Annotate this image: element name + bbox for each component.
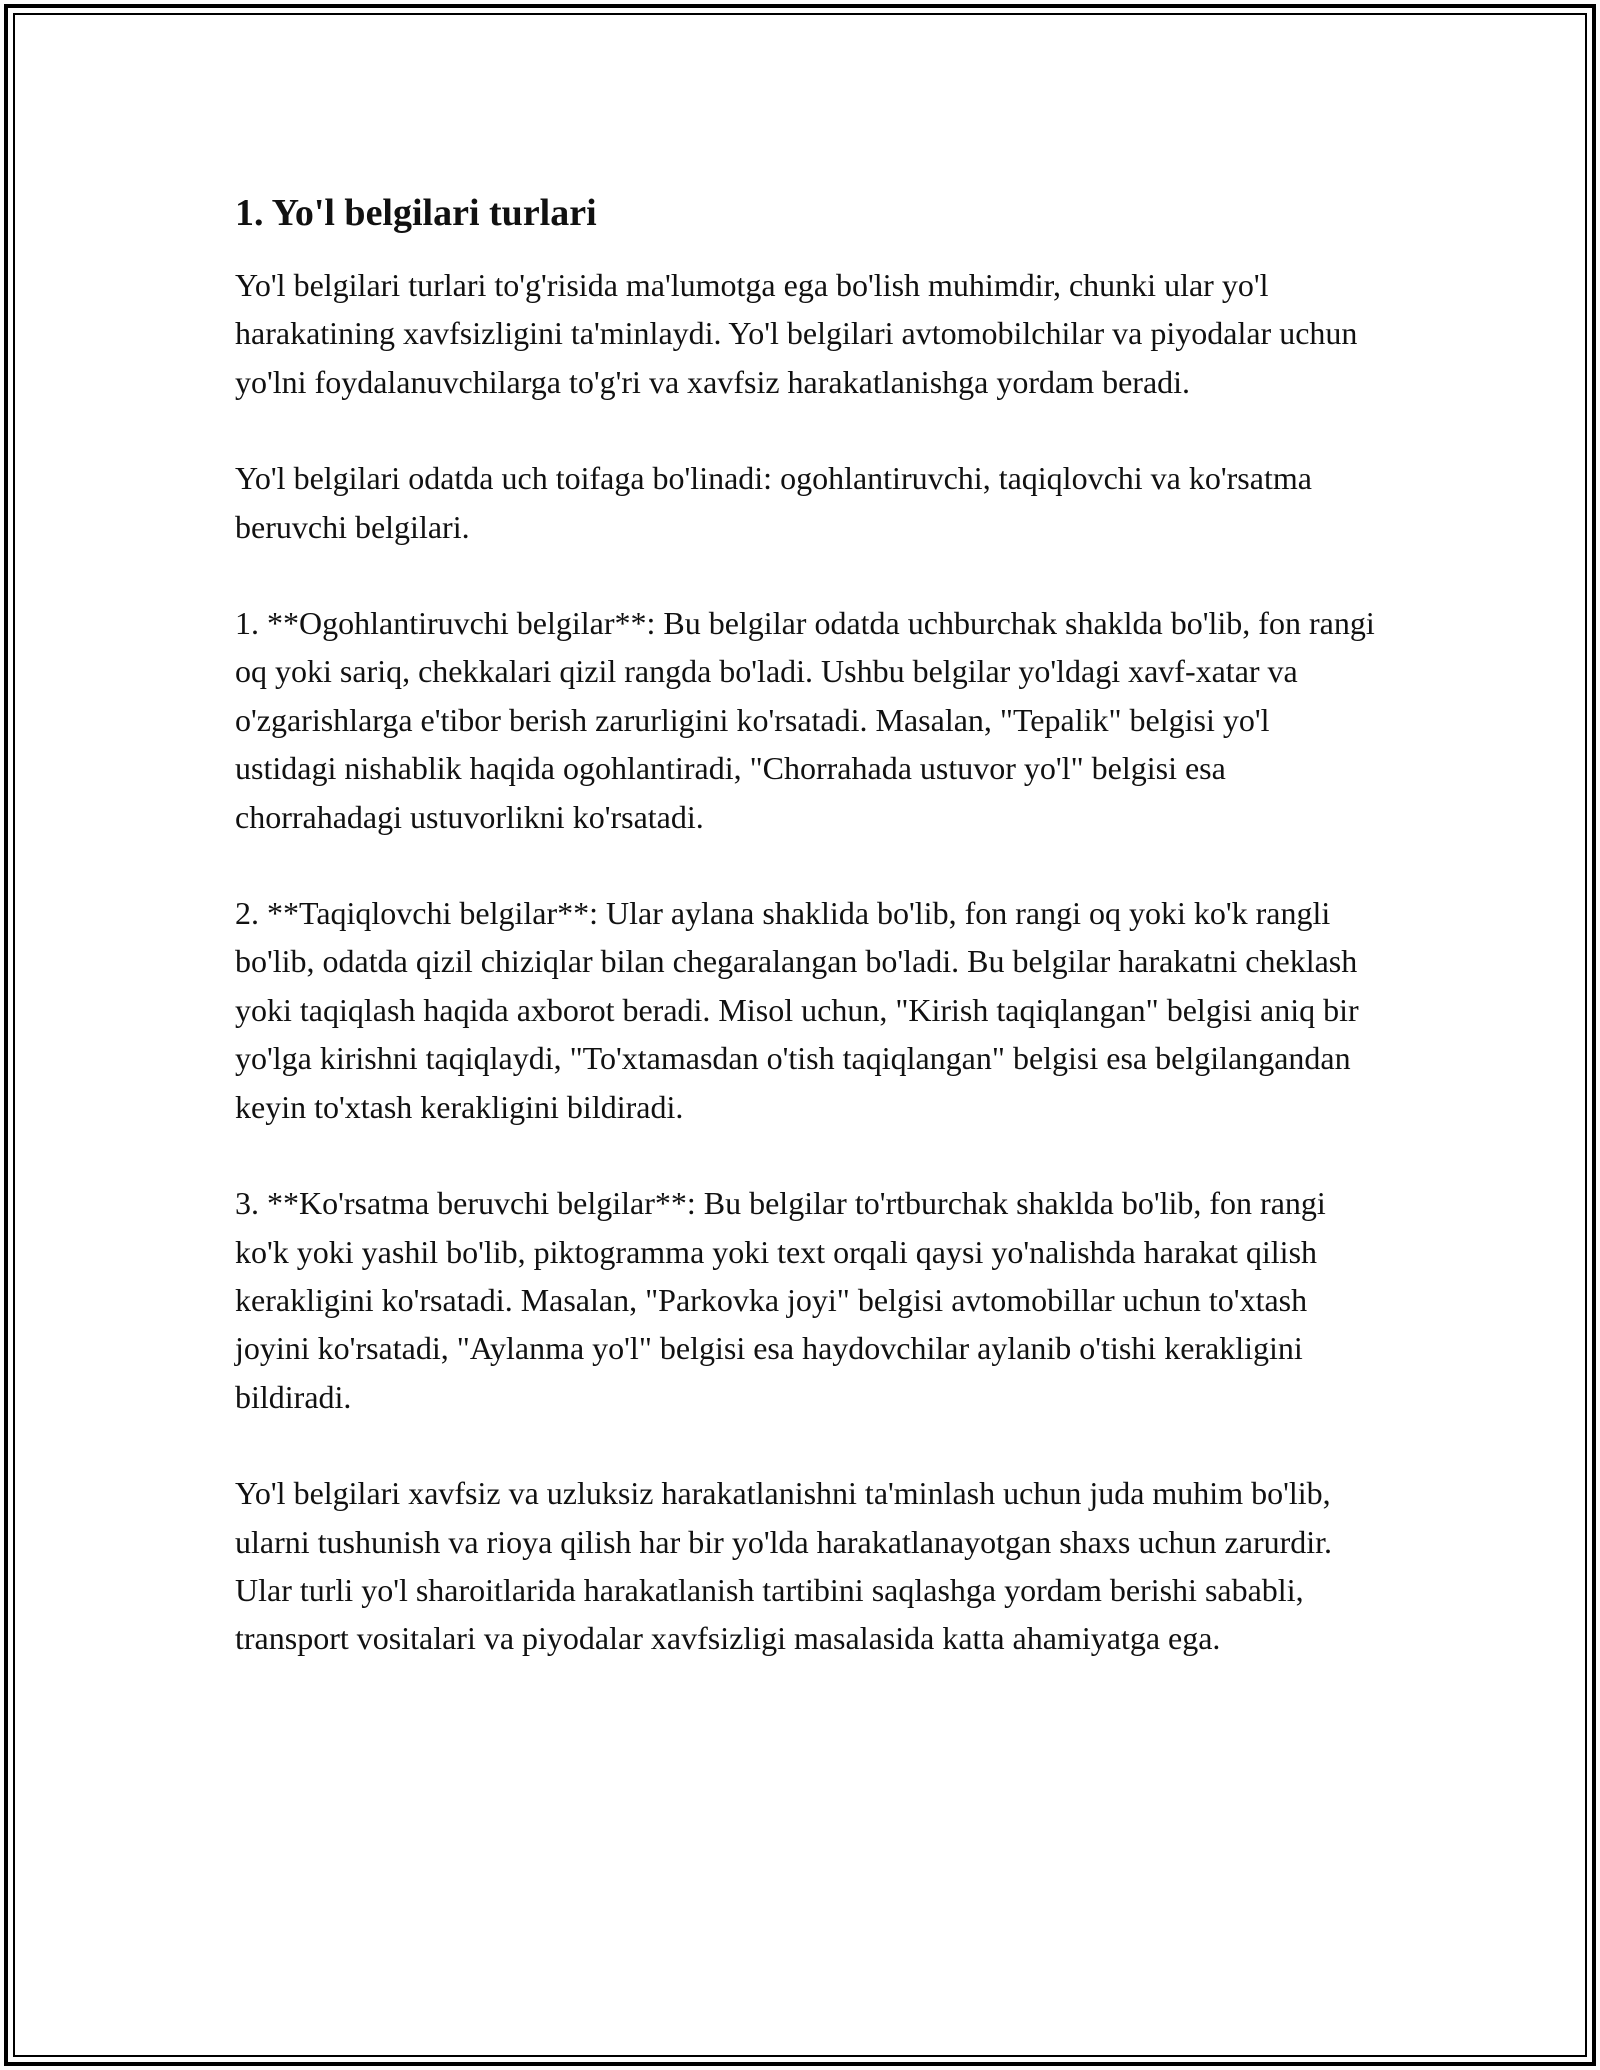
- paragraph-intro: Yo'l belgilari turlari to'g'risida ma'lumotga ega bo'lish muhimdir, chunki ular yo'l harakatining xavfsizligini ta'minlaydi. Yo'l belgilari avtomobilchilar va piyodalar uchun yo'lni foydalanuvchilarga to'g'ri va xavfsiz harakatlanishga yordam beradi.: [235, 267, 1358, 400]
- paragraph-categories: Yo'l belgilari odatda uch toifaga bo'linadi: ogohlantiruvchi, taqiqlovchi va ko'rsatma beruvchi belgilari.: [235, 460, 1312, 545]
- paragraph-warning-signs: 1. **Ogohlantiruvchi belgilar**: Bu belgilar odatda uchburchak shaklda bo'lib, fon rangi oq yoki sariq, chekkalari qizil rangda bo'ladi. Ushbu belgilar yo'ldagi xavf-xatar va o'zgarishlarga e'tibor berish zarurligini ko'rsatadi. Masalan, "Tepalik" belgisi yo'l ustidagi nishablik haqida ogohlantiradi, "Chorrahada ustuvor yo'l" belgisi esa chorrahadagi ustuvorlikni ko'rsatadi.: [235, 605, 1375, 835]
- document-body: [235, 185, 1375, 1663]
- paragraph-informative-signs: 3. **Ko'rsatma beruvchi belgilar**: Bu belgilar to'rtburchak shaklda bo'lib, fon rangi ko'k yoki yashil bo'lib, piktogramma yoki text orqali qaysi yo'nalishda harakat qilish kerakligini ko'rsatadi. Masalan, "Parkovka joyi" belgisi avtomobillar uchun to'xtash joyini ko'rsatadi, "Aylanma yo'l" belgisi esa haydovchilar aylanib o'tishi kerakligini bildiradi.: [235, 1185, 1326, 1415]
- section-heading: 1. Yo'l belgilari turlari: [235, 192, 597, 234]
- paragraph-prohibitory-signs: 2. **Taqiqlovchi belgilar**: Ular aylana shaklida bo'lib, fon rangi oq yoki ko'k rangli bo'lib, odatda qizil chiziqlar bilan chegaralangan bo'ladi. Bu belgilar harakatni cheklash yoki taqiqlash haqida axborot beradi. Misol uchun, "Kirish taqiqlangan" belgisi aniq bir yo'lga kirishni taqiqlaydi, "To'xtamasdan o'tish taqiqlangan" belgisi esa belgilangandan keyin to'xtash kerakligini bildiradi.: [235, 895, 1359, 1125]
- paragraph-conclusion: Yo'l belgilari xavfsiz va uzluksiz harakatlanishni ta'minlash uchun juda muhim bo'lib, ularni tushunish va rioya qilish har bir yo'lda harakatlanayotgan shaxs uchun zarurdir. Ular turli yo'l sharoitlarida harakatlanish tartibini saqlashga yordam berishi sababli, transport vositalari va piyodalar xavfsizligi masalasida katta ahamiyatga ega.: [235, 1475, 1333, 1657]
